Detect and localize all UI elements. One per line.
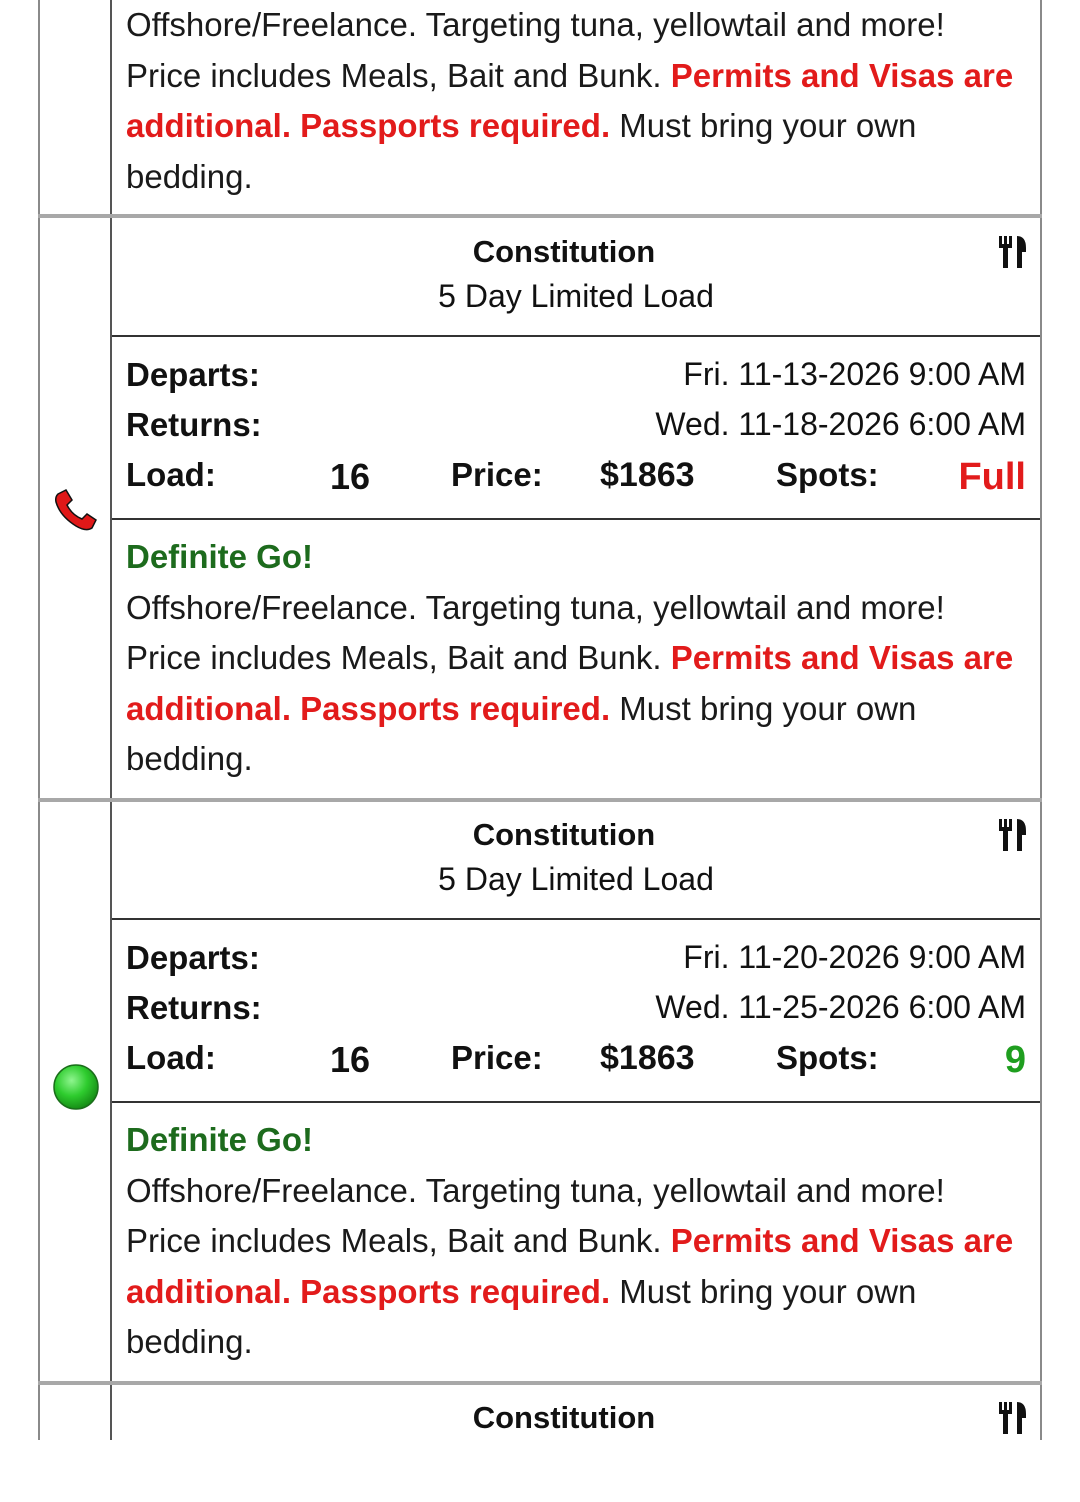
trip-header[interactable] [112,220,1040,336]
load-value: 16 [330,1039,371,1080]
load-label: Load: [126,456,216,493]
green-dot-icon[interactable] [52,1063,100,1111]
trip-header[interactable] [112,803,1040,919]
description-line-1: Offshore/Freelance. Targeting tuna, yellowtail and more! [126,1171,945,1209]
returns-value: Wed. 11-18-2026 6:00 AM [655,406,1026,442]
header-divider [112,918,1040,920]
utensils-icon [998,1400,1028,1436]
trip-description [126,532,1026,785]
description-tail: Must bring your own bedding. [126,1272,917,1360]
spots-label: Spots: [776,456,879,493]
spots-value: 9 [1004,1039,1026,1081]
trip-type: 5 Day Limited Load [438,861,714,897]
go-status: Definite Go! [126,1121,313,1158]
load-value: 16 [330,456,371,497]
departs-value: Fri. 11-13-2026 9:00 AM [683,356,1026,392]
trip-header[interactable] [112,1386,1040,1502]
returns-label: Returns: [126,406,262,443]
permits-warning: Permits and Visas are additional. Passports required. [126,56,1014,144]
details-divider [112,1101,1040,1103]
returns-label: Returns: [126,989,262,1026]
spots-label: Spots: [776,1039,879,1076]
description-line-1: Offshore/Freelance. Targeting tuna, yellowtail and more! [126,588,945,626]
phone-icon[interactable] [52,488,98,532]
price-label: Price: [451,456,543,493]
description-line-2: Price includes Meals, Bait and Bunk. [126,639,662,676]
boat-name[interactable]: Constitution [472,817,656,852]
description-line-2: Price includes Meals, Bait and Bunk. [126,56,662,94]
returns-value: Wed. 11-25-2026 6:00 AM [655,989,1026,1025]
departs-label: Departs: [126,939,260,976]
departs-label: Departs: [126,356,260,393]
utensils-icon [998,817,1028,853]
details-divider [112,518,1040,520]
description-tail: Must bring your own bedding. [126,689,917,777]
row-separator [38,1381,1042,1385]
description-line-1: Offshore/Freelance. Targeting tuna, yellowtail and more! [126,6,945,43]
price-value: $1863 [600,1039,695,1077]
description-tail: Must bring your own bedding. [126,107,917,195]
trip-description [126,0,1026,202]
row-separator [38,798,1042,802]
go-status: Definite Go! [126,538,313,575]
permits-warning: Permits and Visas are additional. Passports required. [126,1222,1014,1310]
departs-value: Fri. 11-20-2026 9:00 AM [683,939,1026,975]
permits-warning: Permits and Visas are additional. Passports required. [126,639,1014,727]
boat-name[interactable]: Constitution [472,234,656,269]
load-label: Load: [126,1039,216,1076]
boat-name[interactable]: Constitution [472,1400,656,1435]
trip-type: 5 Day Limited Load [438,278,714,314]
price-label: Price: [451,1039,543,1076]
description-line-2: Price includes Meals, Bait and Bunk. [126,1222,662,1259]
utensils-icon [998,234,1028,270]
trip-description [126,1115,1026,1368]
row-separator [38,214,1042,218]
header-divider [112,335,1040,337]
spots-value: Full [958,456,1026,498]
price-value: $1863 [600,456,695,494]
